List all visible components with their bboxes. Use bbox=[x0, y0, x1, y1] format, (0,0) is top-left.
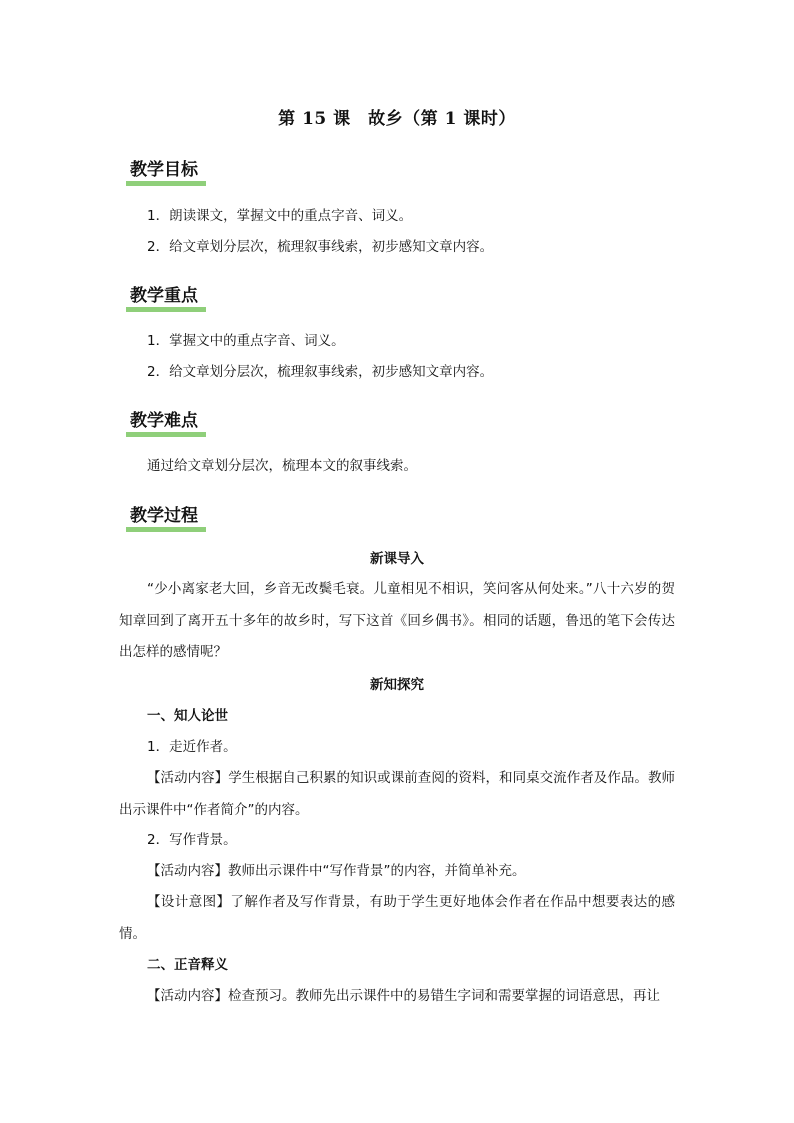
part1-title: 一、知人论世 bbox=[147, 708, 228, 724]
heading-underline bbox=[126, 307, 206, 312]
heading-underline bbox=[126, 527, 206, 532]
section-heading-key-points: 教学重点 bbox=[126, 286, 206, 312]
activity-3: 【活动内容】检查预习。教师先出示课件中的易错生字词和需要掌握的词语意思，再让 bbox=[147, 988, 660, 1004]
key-point-item-2: 2．给文章划分层次，梳理叙事线索，初步感知文章内容。 bbox=[147, 364, 494, 380]
step-2: 2．写作背景。 bbox=[147, 832, 237, 848]
page-title: 第 15 课 故乡（第 1 课时） bbox=[278, 109, 516, 129]
heading-underline bbox=[126, 432, 206, 437]
goal-item-2: 2．给文章划分层次，梳理叙事线索，初步感知文章内容。 bbox=[147, 239, 494, 255]
heading-underline bbox=[126, 181, 206, 186]
section-heading-process: 教学过程 bbox=[126, 506, 206, 532]
intro-title: 新课导入 bbox=[370, 551, 424, 567]
design-intent-1: 【设计意图】了解作者及写作背景，有助于学生更好地体会作者在作品中想要表达的感情。 bbox=[119, 894, 675, 942]
section-heading-goals: 教学目标 bbox=[126, 160, 206, 186]
section-heading-difficulties: 教学难点 bbox=[126, 411, 206, 437]
goal-item-1: 1．朗读课文，掌握文中的重点字音、词义。 bbox=[147, 208, 413, 224]
key-point-item-1: 1．掌握文中的重点字音、词义。 bbox=[147, 333, 345, 349]
difficulty-text: 通过给文章划分层次，梳理本文的叙事线索。 bbox=[147, 458, 417, 474]
step-1: 1．走近作者。 bbox=[147, 739, 237, 755]
part2-title: 二、正音释义 bbox=[147, 957, 228, 973]
activity-2: 【活动内容】教师出示课件中“写作背景”的内容，并简单补充。 bbox=[147, 863, 526, 879]
activity-1: 【活动内容】学生根据自己积累的知识或课前查阅的资料，和同桌交流作者及作品。教师出示课件中“作者简介”的内容。 bbox=[119, 770, 675, 818]
explore-title: 新知探究 bbox=[370, 677, 424, 693]
intro-paragraph: “少小离家老大回，乡音无改鬓毛衰。儿童相见不相识，笑问客从何处来。”八十六岁的贺知章回到了离开五十多年的故乡时，写下这首《回乡偶书》。相同的话题，鲁迅的笔下会传达出怎样的感情呢？ bbox=[119, 581, 675, 660]
